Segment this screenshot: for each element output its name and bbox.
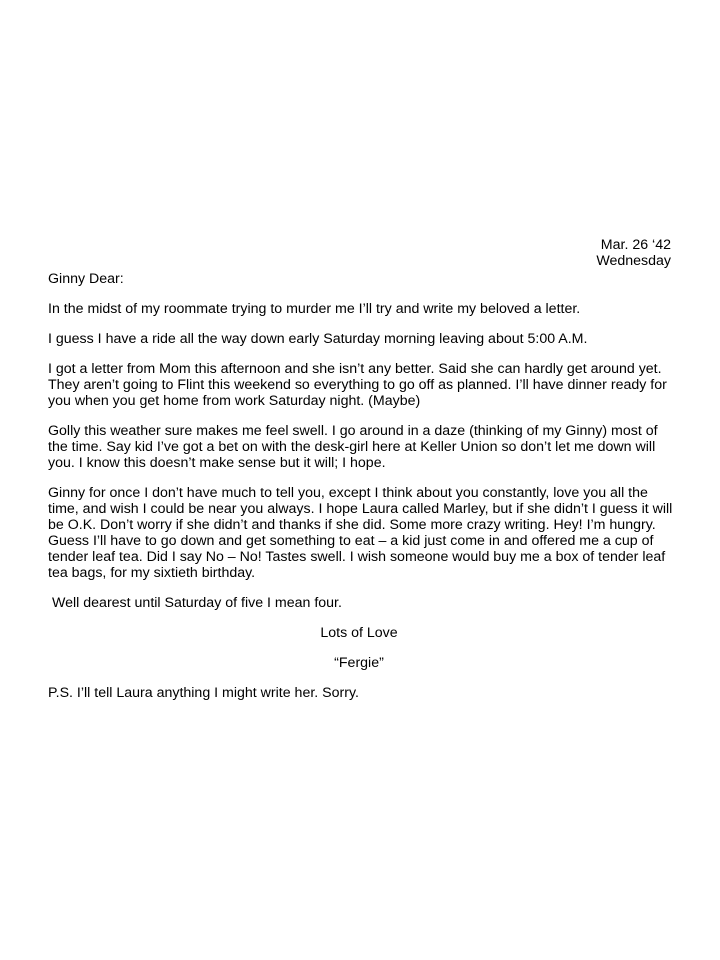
paragraph-5: Ginny for once I don’t have much to tell you, except I think about you constantly, love you all the time, and wish I could be near you always. I hope Laura called Marley, but if she didn’t I guess it will be O.K. Don’t worry if she didn’t and thanks if she did. Some more crazy writing. Hey! I’m hungry. Guess I’ll have to go down and get something to eat – a kid just come in and offered me a cup of tender leaf tea. Did I say No – No! Tastes swell. I wish someone would buy me a box of tender leaf tea bags, for my sixtieth birthday. [48, 485, 673, 581]
paragraph-4: Golly this weather sure makes me feel swell. I go around in a daze (thinking of my Ginny) most of the time. Say kid I’ve got a bet on with the desk-girl here at Keller Union so don’t let me down will you. I know this doesn’t make sense but it will; I hope. [48, 423, 658, 471]
paragraph-6: Well dearest until Saturday of five I mean four. [52, 595, 342, 611]
postscript: P.S. I’ll tell Laura anything I might write her. Sorry. [48, 685, 359, 701]
date-block [596, 237, 671, 269]
letter-weekday: Wednesday [596, 253, 671, 269]
paragraph-2: I guess I have a ride all the way down early Saturday morning leaving about 5:00 A.M. [48, 331, 588, 347]
paragraph-1: In the midst of my roommate trying to murder me I’ll try and write my beloved a letter. [48, 301, 581, 317]
paragraph-3: I got a letter from Mom this afternoon and she isn’t any better. Said she can hardly get around yet. They aren’t going to Flint this weekend so everything to go off as planned. I’ll have dinner ready for you when you get home from work Saturday night. (Maybe) [48, 361, 667, 409]
letter-body [48, 271, 678, 715]
signature: “Fergie” [334, 655, 384, 671]
letter-date: Mar. 26 ‘42 [600, 237, 671, 253]
salutation: Ginny Dear: [48, 271, 124, 287]
closing: Lots of Love [320, 625, 398, 641]
